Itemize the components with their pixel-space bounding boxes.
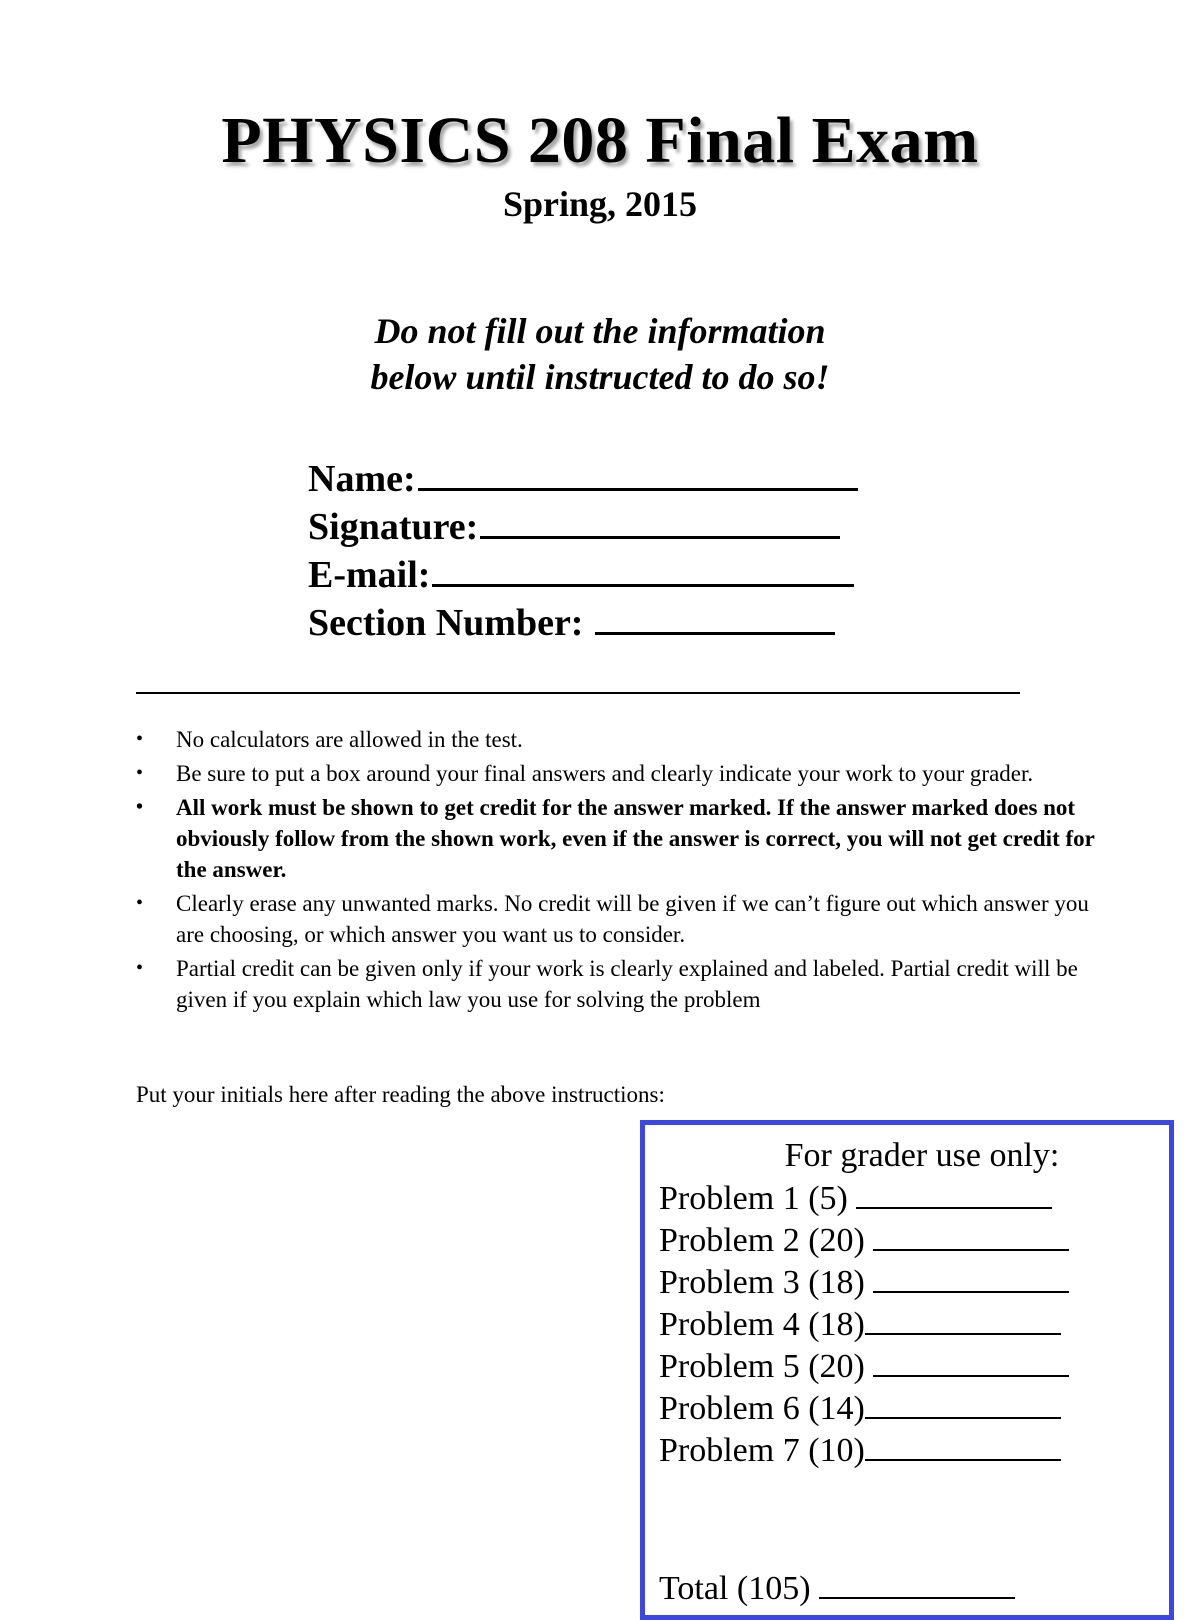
problem-label: Problem 2 (20) bbox=[659, 1222, 874, 1259]
rule-item bbox=[136, 758, 1096, 789]
rule-item bbox=[136, 724, 1096, 755]
grader-problem-row bbox=[645, 1345, 1169, 1387]
initials-prompt[interactable]: Put your initials here after reading the above instructions: bbox=[136, 1082, 665, 1107]
email-label: E-mail: bbox=[308, 554, 431, 596]
grader-problem-row bbox=[645, 1429, 1169, 1471]
warning-line-1: Do not fill out the information bbox=[374, 311, 826, 351]
problem-label: Problem 5 (20) bbox=[659, 1348, 874, 1385]
grader-score-box bbox=[640, 1120, 1174, 1620]
total-label: Total (105) bbox=[659, 1570, 820, 1607]
rule-text: All work must be shown to get credit for the answer marked. If the answer marked does not obviously follow from the shown work, even if the answer is correct, you will not get credit for the answer. bbox=[176, 795, 1095, 882]
problem-score-blank[interactable] bbox=[873, 1219, 1069, 1251]
rule-text: Partial credit can be given only if your work is clearly explained and labeled. Partial credit will be given if you explain which law you use for solving the problem bbox=[176, 956, 1078, 1012]
problem-score-blank[interactable] bbox=[865, 1429, 1061, 1461]
bullet-icon: • bbox=[136, 762, 144, 784]
name-label: Name: bbox=[308, 458, 416, 500]
bullet-icon: • bbox=[136, 957, 144, 979]
section-divider bbox=[136, 692, 1020, 694]
bullet-icon: • bbox=[136, 728, 144, 750]
problem-score-blank[interactable] bbox=[856, 1177, 1052, 1209]
rule-text: Be sure to put a box around your final answers and clearly indicate your work to your grader. bbox=[176, 761, 1034, 786]
problem-label: Problem 4 (18) bbox=[659, 1306, 865, 1343]
problem-score-blank[interactable] bbox=[865, 1303, 1061, 1335]
section-number-blank[interactable] bbox=[595, 596, 835, 635]
problem-label: Problem 3 (18) bbox=[659, 1264, 874, 1301]
rule-text: Clearly erase any unwanted marks. No credit will be given if we can’t figure out which answer you are choosing, or which answer you want us to consider. bbox=[176, 891, 1089, 947]
warning-line-2: below until instructed to do so! bbox=[370, 357, 830, 397]
fill-out-warning bbox=[0, 308, 1200, 400]
rule-item bbox=[136, 792, 1096, 885]
email-blank[interactable] bbox=[432, 548, 854, 587]
exam-term: Spring, 2015 bbox=[502, 184, 698, 224]
signature-field bbox=[308, 500, 858, 548]
signature-label: Signature: bbox=[308, 506, 479, 548]
exam-title: PHYSICS 208 Final Exam bbox=[221, 104, 979, 177]
signature-blank[interactable] bbox=[480, 500, 840, 539]
name-field bbox=[308, 452, 858, 500]
grader-spacer bbox=[645, 1471, 1169, 1567]
total-score-blank[interactable] bbox=[819, 1567, 1015, 1599]
student-info-fields bbox=[308, 452, 858, 644]
grader-problem-row bbox=[645, 1219, 1169, 1261]
problem-label: Problem 1 (5) bbox=[659, 1180, 857, 1217]
name-blank[interactable] bbox=[418, 452, 858, 491]
exam-rules-list bbox=[136, 724, 1096, 1018]
grader-problem-row bbox=[645, 1177, 1169, 1219]
problem-label: Problem 7 (10) bbox=[659, 1432, 865, 1469]
problem-score-blank[interactable] bbox=[865, 1387, 1061, 1419]
bullet-icon: • bbox=[136, 796, 144, 818]
rule-item bbox=[136, 888, 1096, 950]
section-number-field bbox=[308, 596, 858, 644]
problem-label: Problem 6 (14) bbox=[659, 1390, 865, 1427]
grader-problem-row bbox=[645, 1261, 1169, 1303]
email-field bbox=[308, 548, 858, 596]
grader-problem-row bbox=[645, 1303, 1169, 1345]
section-number-label: Section Number: bbox=[308, 602, 593, 644]
grader-problem-row bbox=[645, 1387, 1169, 1429]
rule-text: No calculators are allowed in the test. bbox=[176, 727, 523, 752]
rule-item bbox=[136, 953, 1096, 1015]
grader-title: For grader use only: bbox=[784, 1137, 1060, 1174]
problem-score-blank[interactable] bbox=[873, 1261, 1069, 1293]
problem-score-blank[interactable] bbox=[873, 1345, 1069, 1377]
grader-total-row bbox=[645, 1567, 1169, 1609]
bullet-icon: • bbox=[136, 892, 144, 914]
